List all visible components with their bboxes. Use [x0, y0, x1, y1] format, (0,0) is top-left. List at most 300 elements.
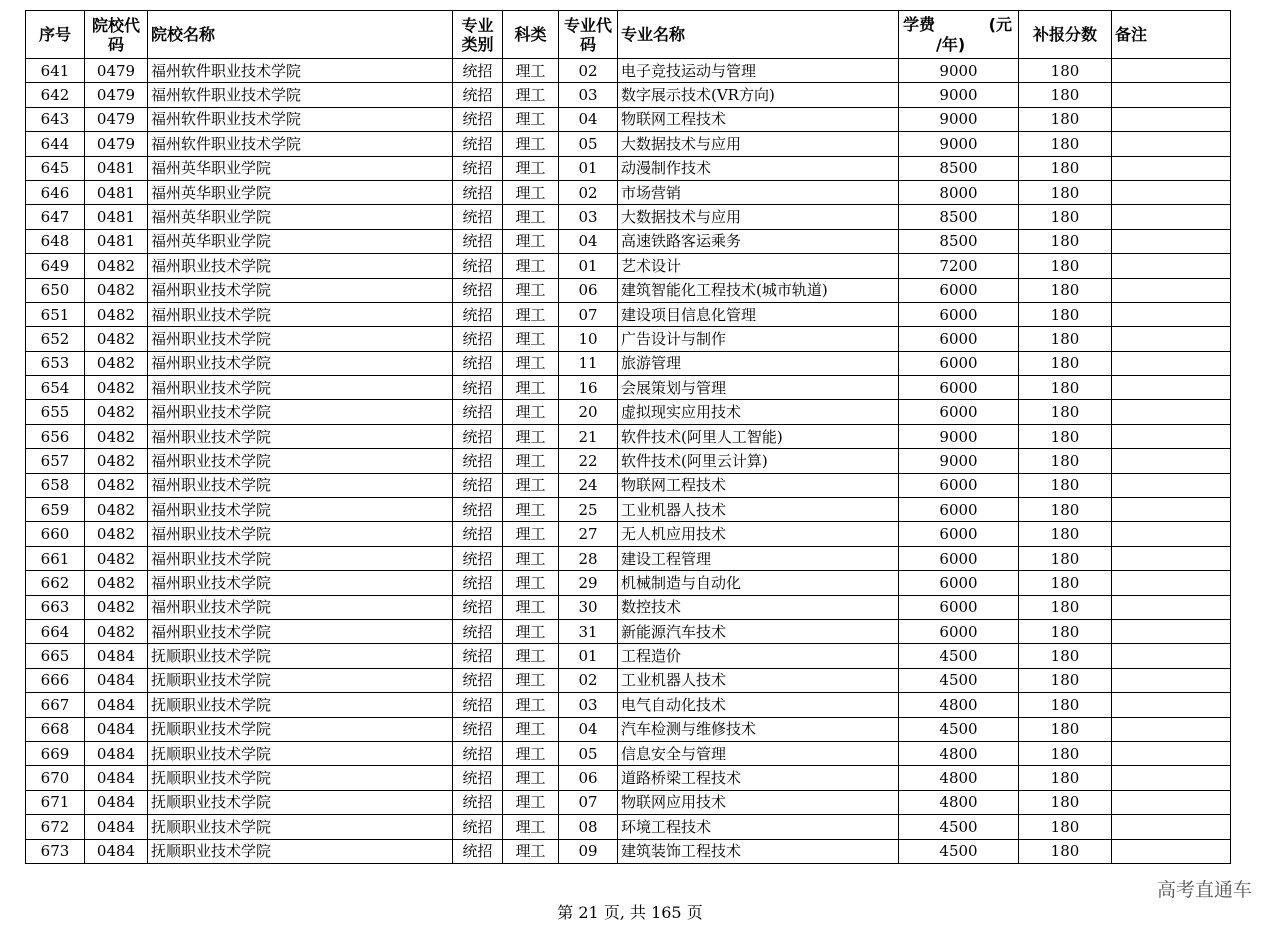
row-score: 180: [1019, 790, 1112, 814]
row-school-code: 0481: [85, 180, 148, 204]
row-school-code: 0482: [85, 522, 148, 546]
row-score: 180: [1019, 180, 1112, 204]
header-fee-label: 学费: [903, 15, 936, 34]
row-remark: [1112, 498, 1231, 522]
row-seq: 648: [26, 229, 85, 253]
row-major-type: 统招: [453, 522, 503, 546]
row-major-code: 11: [559, 351, 618, 375]
table-row: [26, 473, 1231, 497]
row-remark: [1112, 668, 1231, 692]
row-major-code: 09: [559, 839, 618, 863]
row-subject: 理工: [503, 717, 559, 741]
row-major-type: 统招: [453, 449, 503, 473]
row-remark: [1112, 839, 1231, 863]
row-score: 180: [1019, 376, 1112, 400]
row-subject: 理工: [503, 449, 559, 473]
row-major-code: 20: [559, 400, 618, 424]
table-row: [26, 839, 1231, 863]
row-major-name: 物联网工程技术: [618, 473, 899, 497]
row-major-code: 04: [559, 107, 618, 131]
row-school-code: 0484: [85, 644, 148, 668]
row-fee: 4500: [899, 839, 1019, 863]
row-school-code: 0482: [85, 302, 148, 326]
row-fee: 8000: [899, 180, 1019, 204]
row-fee: 4500: [899, 815, 1019, 839]
row-remark: [1112, 473, 1231, 497]
header-school-name: 院校名称: [148, 11, 453, 59]
row-school-code: 0481: [85, 156, 148, 180]
row-major-type: 统招: [453, 424, 503, 448]
row-subject: 理工: [503, 741, 559, 765]
row-remark: [1112, 180, 1231, 204]
table-row: [26, 815, 1231, 839]
row-score: 180: [1019, 107, 1112, 131]
row-remark: [1112, 156, 1231, 180]
row-major-type: 统招: [453, 59, 503, 83]
row-subject: 理工: [503, 205, 559, 229]
table-row: [26, 449, 1231, 473]
row-school-name: 抚顺职业技术学院: [148, 644, 453, 668]
row-school-code: 0482: [85, 424, 148, 448]
row-fee: 8500: [899, 229, 1019, 253]
row-fee: 6000: [899, 278, 1019, 302]
row-school-name: 福州职业技术学院: [148, 522, 453, 546]
row-major-type: 统招: [453, 815, 503, 839]
row-score: 180: [1019, 229, 1112, 253]
row-subject: 理工: [503, 839, 559, 863]
row-subject: 理工: [503, 229, 559, 253]
table-row: [26, 546, 1231, 570]
row-school-name: 抚顺职业技术学院: [148, 741, 453, 765]
row-fee: 4800: [899, 790, 1019, 814]
row-remark: [1112, 278, 1231, 302]
row-major-name: 工程造价: [618, 644, 899, 668]
row-seq: 660: [26, 522, 85, 546]
row-subject: 理工: [503, 83, 559, 107]
row-remark: [1112, 132, 1231, 156]
row-score: 180: [1019, 498, 1112, 522]
row-major-name: 数控技术: [618, 595, 899, 619]
table-row: [26, 400, 1231, 424]
row-school-name: 抚顺职业技术学院: [148, 717, 453, 741]
row-seq: 656: [26, 424, 85, 448]
row-remark: [1112, 717, 1231, 741]
row-score: 180: [1019, 449, 1112, 473]
row-major-name: 软件技术(阿里云计算): [618, 449, 899, 473]
row-school-code: 0479: [85, 59, 148, 83]
row-major-type: 统招: [453, 766, 503, 790]
row-seq: 667: [26, 693, 85, 717]
row-seq: 654: [26, 376, 85, 400]
row-fee: 9000: [899, 132, 1019, 156]
row-school-name: 福州职业技术学院: [148, 327, 453, 351]
row-school-code: 0482: [85, 595, 148, 619]
row-major-type: 统招: [453, 229, 503, 253]
row-major-code: 07: [559, 790, 618, 814]
row-seq: 655: [26, 400, 85, 424]
row-major-code: 04: [559, 229, 618, 253]
row-school-name: 福州英华职业学院: [148, 180, 453, 204]
row-major-name: 道路桥梁工程技术: [618, 766, 899, 790]
table-row: [26, 351, 1231, 375]
row-school-code: 0484: [85, 717, 148, 741]
row-major-name: 艺术设计: [618, 254, 899, 278]
row-major-type: 统招: [453, 83, 503, 107]
row-score: 180: [1019, 766, 1112, 790]
row-subject: 理工: [503, 693, 559, 717]
row-subject: 理工: [503, 546, 559, 570]
row-remark: [1112, 205, 1231, 229]
row-score: 180: [1019, 254, 1112, 278]
row-subject: 理工: [503, 571, 559, 595]
row-school-code: 0482: [85, 546, 148, 570]
row-remark: [1112, 107, 1231, 131]
row-remark: [1112, 619, 1231, 643]
row-score: 180: [1019, 717, 1112, 741]
row-fee: 9000: [899, 83, 1019, 107]
row-remark: [1112, 83, 1231, 107]
row-major-type: 统招: [453, 546, 503, 570]
row-major-type: 统招: [453, 107, 503, 131]
row-subject: 理工: [503, 644, 559, 668]
row-major-type: 统招: [453, 571, 503, 595]
row-school-code: 0484: [85, 668, 148, 692]
row-major-type: 统招: [453, 498, 503, 522]
row-fee: 4500: [899, 717, 1019, 741]
header-fee-unit-open: (元: [988, 15, 1012, 34]
row-score: 180: [1019, 741, 1112, 765]
row-major-name: 旅游管理: [618, 351, 899, 375]
table-row: [26, 156, 1231, 180]
row-seq: 661: [26, 546, 85, 570]
table-row: [26, 83, 1231, 107]
table-row: [26, 376, 1231, 400]
row-seq: 652: [26, 327, 85, 351]
row-fee: 6000: [899, 327, 1019, 351]
row-fee: 4800: [899, 741, 1019, 765]
row-major-type: 统招: [453, 473, 503, 497]
row-major-name: 新能源汽车技术: [618, 619, 899, 643]
row-fee: 4800: [899, 766, 1019, 790]
row-subject: 理工: [503, 107, 559, 131]
row-major-name: 工业机器人技术: [618, 668, 899, 692]
row-remark: [1112, 790, 1231, 814]
row-subject: 理工: [503, 351, 559, 375]
table-row: [26, 595, 1231, 619]
row-school-name: 福州职业技术学院: [148, 449, 453, 473]
row-major-type: 统招: [453, 327, 503, 351]
row-fee: 4800: [899, 693, 1019, 717]
row-seq: 671: [26, 790, 85, 814]
row-school-name: 福州职业技术学院: [148, 619, 453, 643]
table-row: [26, 107, 1231, 131]
table-row: [26, 766, 1231, 790]
row-major-name: 虚拟现实应用技术: [618, 400, 899, 424]
row-remark: [1112, 522, 1231, 546]
table-row: [26, 132, 1231, 156]
row-school-name: 福州职业技术学院: [148, 302, 453, 326]
table-row: [26, 180, 1231, 204]
row-school-name: 福州软件职业技术学院: [148, 132, 453, 156]
row-score: 180: [1019, 693, 1112, 717]
row-fee: 8500: [899, 205, 1019, 229]
row-seq: 673: [26, 839, 85, 863]
row-fee: 4500: [899, 668, 1019, 692]
row-score: 180: [1019, 571, 1112, 595]
row-school-code: 0482: [85, 449, 148, 473]
row-major-code: 01: [559, 156, 618, 180]
row-subject: 理工: [503, 766, 559, 790]
row-seq: 657: [26, 449, 85, 473]
row-major-code: 27: [559, 522, 618, 546]
row-major-code: 10: [559, 327, 618, 351]
header-seq: 序号: [26, 11, 85, 59]
row-remark: [1112, 571, 1231, 595]
row-remark: [1112, 449, 1231, 473]
row-remark: [1112, 376, 1231, 400]
row-major-type: 统招: [453, 839, 503, 863]
row-score: 180: [1019, 132, 1112, 156]
row-major-type: 统招: [453, 644, 503, 668]
header-fee: [899, 11, 1019, 59]
row-school-name: 抚顺职业技术学院: [148, 766, 453, 790]
row-major-type: 统招: [453, 351, 503, 375]
row-score: 180: [1019, 839, 1112, 863]
row-major-name: 数字展示技术(VR方向): [618, 83, 899, 107]
row-fee: 6000: [899, 400, 1019, 424]
row-major-type: 统招: [453, 400, 503, 424]
row-school-name: 福州英华职业学院: [148, 205, 453, 229]
row-subject: 理工: [503, 790, 559, 814]
row-school-code: 0479: [85, 132, 148, 156]
table-row: [26, 790, 1231, 814]
row-major-name: 广告设计与制作: [618, 327, 899, 351]
table-row: [26, 741, 1231, 765]
row-school-name: 福州职业技术学院: [148, 351, 453, 375]
row-remark: [1112, 741, 1231, 765]
row-score: 180: [1019, 400, 1112, 424]
row-remark: [1112, 766, 1231, 790]
row-school-name: 福州英华职业学院: [148, 156, 453, 180]
row-fee: 6000: [899, 522, 1019, 546]
row-major-code: 29: [559, 571, 618, 595]
row-score: 180: [1019, 644, 1112, 668]
row-remark: [1112, 302, 1231, 326]
row-score: 180: [1019, 83, 1112, 107]
row-seq: 650: [26, 278, 85, 302]
table-row: [26, 327, 1231, 351]
row-school-code: 0482: [85, 571, 148, 595]
row-major-type: 统招: [453, 156, 503, 180]
row-major-code: 05: [559, 741, 618, 765]
row-school-name: 抚顺职业技术学院: [148, 693, 453, 717]
row-fee: 6000: [899, 595, 1019, 619]
row-subject: 理工: [503, 400, 559, 424]
row-fee: 4500: [899, 644, 1019, 668]
row-remark: [1112, 400, 1231, 424]
row-subject: 理工: [503, 327, 559, 351]
row-major-name: 大数据技术与应用: [618, 132, 899, 156]
table-row: [26, 229, 1231, 253]
header-remark: 备注: [1112, 11, 1231, 59]
row-seq: 668: [26, 717, 85, 741]
row-score: 180: [1019, 522, 1112, 546]
row-school-code: 0479: [85, 83, 148, 107]
row-seq: 646: [26, 180, 85, 204]
table-row: [26, 644, 1231, 668]
row-major-type: 统招: [453, 668, 503, 692]
row-school-name: 福州职业技术学院: [148, 254, 453, 278]
row-seq: 663: [26, 595, 85, 619]
page-number: 第 21 页, 共 165 页: [557, 903, 703, 922]
row-major-code: 31: [559, 619, 618, 643]
row-major-name: 无人机应用技术: [618, 522, 899, 546]
header-row: [26, 11, 1231, 59]
row-score: 180: [1019, 205, 1112, 229]
row-school-code: 0479: [85, 107, 148, 131]
row-score: 180: [1019, 302, 1112, 326]
row-major-code: 16: [559, 376, 618, 400]
row-school-name: 福州职业技术学院: [148, 278, 453, 302]
row-major-name: 机械制造与自动化: [618, 571, 899, 595]
enrollment-table: [25, 10, 1231, 864]
row-remark: [1112, 595, 1231, 619]
row-school-code: 0484: [85, 766, 148, 790]
row-subject: 理工: [503, 473, 559, 497]
row-fee: 6000: [899, 571, 1019, 595]
row-remark: [1112, 327, 1231, 351]
row-major-code: 01: [559, 644, 618, 668]
header-school-code: 院校代码: [85, 11, 148, 59]
row-school-name: 福州职业技术学院: [148, 595, 453, 619]
row-school-name: 福州软件职业技术学院: [148, 83, 453, 107]
row-fee: 6000: [899, 351, 1019, 375]
row-remark: [1112, 424, 1231, 448]
row-major-name: 建设工程管理: [618, 546, 899, 570]
row-major-code: 05: [559, 132, 618, 156]
row-subject: 理工: [503, 180, 559, 204]
row-subject: 理工: [503, 302, 559, 326]
row-major-code: 02: [559, 668, 618, 692]
row-major-name: 建筑装饰工程技术: [618, 839, 899, 863]
table-row: [26, 668, 1231, 692]
row-fee: 9000: [899, 59, 1019, 83]
row-seq: 665: [26, 644, 85, 668]
row-remark: [1112, 229, 1231, 253]
row-major-code: 08: [559, 815, 618, 839]
row-major-name: 会展策划与管理: [618, 376, 899, 400]
row-major-name: 汽车检测与维修技术: [618, 717, 899, 741]
row-seq: 645: [26, 156, 85, 180]
row-seq: 644: [26, 132, 85, 156]
table-row: [26, 619, 1231, 643]
row-seq: 641: [26, 59, 85, 83]
row-fee: 6000: [899, 546, 1019, 570]
row-school-code: 0484: [85, 741, 148, 765]
row-remark: [1112, 815, 1231, 839]
row-seq: 664: [26, 619, 85, 643]
row-major-type: 统招: [453, 595, 503, 619]
row-school-name: 福州英华职业学院: [148, 229, 453, 253]
row-major-code: 03: [559, 693, 618, 717]
row-fee: 6000: [899, 376, 1019, 400]
row-major-code: 22: [559, 449, 618, 473]
row-major-name: 物联网工程技术: [618, 107, 899, 131]
row-school-name: 抚顺职业技术学院: [148, 839, 453, 863]
row-school-code: 0482: [85, 619, 148, 643]
row-school-name: 福州软件职业技术学院: [148, 59, 453, 83]
row-score: 180: [1019, 156, 1112, 180]
row-seq: 670: [26, 766, 85, 790]
row-major-code: 03: [559, 83, 618, 107]
row-remark: [1112, 644, 1231, 668]
row-major-type: 统招: [453, 132, 503, 156]
row-fee: 6000: [899, 302, 1019, 326]
header-major-code: 专业代码: [559, 11, 618, 59]
row-score: 180: [1019, 815, 1112, 839]
row-school-name: 抚顺职业技术学院: [148, 790, 453, 814]
row-school-code: 0484: [85, 693, 148, 717]
watermark: 高考直通车: [1156, 879, 1252, 901]
row-major-type: 统招: [453, 376, 503, 400]
row-major-type: 统招: [453, 693, 503, 717]
row-school-name: 抚顺职业技术学院: [148, 815, 453, 839]
row-school-code: 0482: [85, 327, 148, 351]
row-school-name: 抚顺职业技术学院: [148, 668, 453, 692]
row-seq: 659: [26, 498, 85, 522]
row-seq: 666: [26, 668, 85, 692]
row-remark: [1112, 546, 1231, 570]
row-major-type: 统招: [453, 790, 503, 814]
table-row: [26, 278, 1231, 302]
row-major-name: 电气自动化技术: [618, 693, 899, 717]
row-fee: 8500: [899, 156, 1019, 180]
row-major-name: 市场营销: [618, 180, 899, 204]
row-seq: 672: [26, 815, 85, 839]
row-school-code: 0482: [85, 351, 148, 375]
row-school-name: 福州职业技术学院: [148, 546, 453, 570]
row-major-code: 06: [559, 766, 618, 790]
row-major-type: 统招: [453, 717, 503, 741]
row-seq: 647: [26, 205, 85, 229]
row-subject: 理工: [503, 132, 559, 156]
row-school-code: 0482: [85, 376, 148, 400]
table-row: [26, 498, 1231, 522]
row-seq: 662: [26, 571, 85, 595]
row-major-code: 21: [559, 424, 618, 448]
row-subject: 理工: [503, 278, 559, 302]
row-major-type: 统招: [453, 619, 503, 643]
row-major-code: 24: [559, 473, 618, 497]
row-subject: 理工: [503, 59, 559, 83]
row-major-name: 高速铁路客运乘务: [618, 229, 899, 253]
row-major-code: 03: [559, 205, 618, 229]
row-score: 180: [1019, 619, 1112, 643]
row-major-name: 动漫制作技术: [618, 156, 899, 180]
row-subject: 理工: [503, 424, 559, 448]
row-subject: 理工: [503, 668, 559, 692]
row-score: 180: [1019, 59, 1112, 83]
row-major-name: 物联网应用技术: [618, 790, 899, 814]
row-major-type: 统招: [453, 302, 503, 326]
row-subject: 理工: [503, 498, 559, 522]
row-subject: 理工: [503, 522, 559, 546]
row-school-name: 福州职业技术学院: [148, 473, 453, 497]
table-row: [26, 693, 1231, 717]
header-score: 补报分数: [1019, 11, 1112, 59]
row-school-name: 福州职业技术学院: [148, 498, 453, 522]
row-score: 180: [1019, 278, 1112, 302]
